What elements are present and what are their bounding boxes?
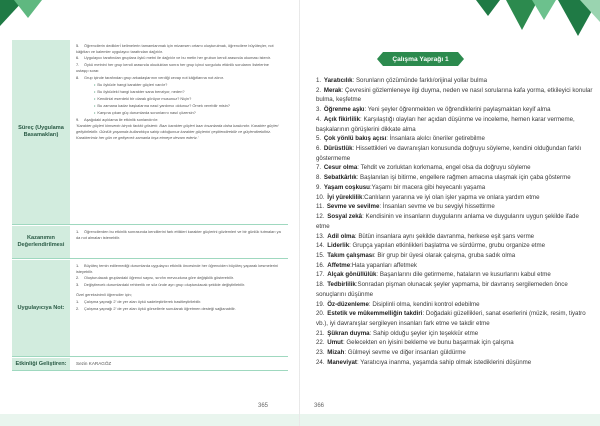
list-item: 10. İyi yüreklilik:Canlıların yararına ve iyi olan işler yapma ve onlara yardım etme xyxy=(316,193,540,201)
developer-row xyxy=(12,358,288,371)
process-label: Süreç (Uygulama Basamakları) xyxy=(12,40,70,224)
right-page xyxy=(300,0,600,426)
bullet-icon: • xyxy=(94,81,96,87)
bullet-icon: • xyxy=(94,95,96,101)
list-item: 17. Alçak gönüllülük: Başarılarını dile getirmeme, hataların ve kusurlarını kabul etme xyxy=(316,271,551,279)
notes-row xyxy=(12,260,288,357)
outcomes-row xyxy=(12,226,288,259)
question-item: • Karşına çıkan güç durumlarda sorunlarını nasıl çözersin? xyxy=(94,109,196,115)
question-item: • Bu öyküde hangi karakter güçleri vardır? xyxy=(94,81,168,87)
bullet-icon: • xyxy=(94,109,96,115)
process-step: 7. Öykü metnini her grup kendi arasında okuduktan sonra her grup içinci sorgulutu etkinlik sorularını listelerine ustaşıp sorar. xyxy=(76,62,269,73)
list-item: 1. Yaratıcılık: Sorunların çözümünde farklı/orijinal yollar bulma xyxy=(316,77,488,84)
process-step: 6. Uygulayıcı tarafından gruplara öykü metni ile dağıtılır ve bu metin her grubun kendi arasında okuması istenir. xyxy=(76,55,271,61)
special-needs-heading: Özel gereksinimli öğrenciler için; xyxy=(76,291,132,297)
list-item: 23. Mizah: Gülmeyi sevme ve diğer insanları güldürme xyxy=(316,349,466,357)
closing-text: 'Karakter güçleri kimsenin birçok farklık gösterir. Bazı karakter güçleri bazı insanlarda daha baskındır. Karakter güçleri geliştirilebilir. Günlük yaşamda kullandıkça sahip olduğumuz karakter güçlerini çeşitlendirebilir ve güçlendirebiliriz. Karakterimiz her gün ve gelişecek zamanla inşa etmeye devam ederiz.' xyxy=(76,123,279,140)
page-number: 365 xyxy=(258,403,269,409)
question-item: • Bu zamana kadar başkalarına nasıl yardımcı oldunuz? Örnek verebilir misin? xyxy=(94,102,230,108)
list-item: 14. Liderlik: Grupça yapılan etkinlikleri başlatma ve sürdürme, grubu organize etme xyxy=(316,242,546,250)
list-item: 24. Maneviyat: Yaratıcıya inanma, yaşamda sahip olmak istediklerini düşünme xyxy=(316,358,532,366)
decorative-triangle-icon xyxy=(14,0,42,18)
notes-label: Uygulayıcıya Not: xyxy=(12,260,70,356)
decorative-triangle-icon xyxy=(580,0,600,22)
list-item: 21. Şükran duyma: Sahip olduğu şeyler için teşekkür etme xyxy=(316,329,479,337)
process-step: 9. Aşağıdaki açıklama ile etkinlik sonlandırılır: xyxy=(76,116,159,122)
list-item: 13. Adil olma: Bütün insanlara aynı şekilde davranma, herkese eşit şans verme xyxy=(316,232,535,240)
notes-body xyxy=(72,260,286,356)
list-item: 20. Estetik ve mükemmelliğin takdiri: Doğadaki güzellikleri, sanat eserlerini (müzik, resim, tiyatro vb.), iyi davranışlar sergileyen insanları fark etme ve takdir etme xyxy=(316,310,586,327)
developer-name: Sezin KARAGÖZ xyxy=(72,358,286,370)
list-item: 15. Takım çalışması: Bir grup bir üyesi olarak çalışma, gruba sadık olma xyxy=(316,251,516,259)
list-item: 8. Sebatkârlık: Başlanılan işi bitirme, engellere rağmen amacına ulaşmak için çaba gösterme xyxy=(316,174,571,182)
list-item: 18. Tedbirlilik:Sonradan pişman olunacak şeyler yapmama, bir davranış sergilemeden önce sonuçlarını düşünme xyxy=(316,281,568,298)
note-item: 3. Değiştirecek durumlardaki rehberlik ve söz ünde ayrı grup oluşturulacak şekilde değiştirilebilir. xyxy=(76,282,246,288)
question-item: • Kendinizi eserdeki bir olarak görüyor musunuz? Niçin? xyxy=(94,95,192,101)
note-item: 1. Büyüteç temin edilemediği durumlarda uygulayıcı etkinlik öncesinde her öğrenciden büyüteç yaparak kesmelerini isteyebilir. xyxy=(76,263,278,274)
list-item: 4. Açık fikirlilik: Karşılaştığı olayları her açıdan düşünme ve inceleme, hemen karar vermeme, başkalarının görüşlerini dikkate alma xyxy=(316,115,575,133)
list-item: 11. Sevme ve sevilme: İnsanları sevme ve bu sevgiyi hissettirme xyxy=(316,203,495,211)
list-item: 16. Affetme:Hata yapanları affetmek xyxy=(316,261,417,269)
outcome-item: 1. Öğrencilerden bu etkinlik sonrasında kendilerini fark ettikleri karakter güçlerini gözlemleri ve bir günlük tutmaları ya da not almaları istenebilir. xyxy=(76,229,281,240)
note-item: 2. Oluşturulacak gruplardaki öğrenci sayısı, sınıfın mevcuduna göre değişiklik gösterebilir. xyxy=(76,275,234,281)
list-item: 2. Merak: Çevresini gözlemleneye ilgi duyma, neden ve nasıl sorularına kafa yorma, etkileyici konular bulma, keşfetme xyxy=(316,86,593,104)
character-strengths-list xyxy=(316,76,594,368)
outcomes-body xyxy=(72,226,286,258)
bullet-icon: • xyxy=(94,88,96,94)
worksheet-title: Çalışma Yaprağı 1 xyxy=(383,52,458,66)
special-need-item: 2. Çalışma yaprağı 2' de yer alan öykü görsellerle sunularak öğretmen desteği sağlanabilir. xyxy=(76,305,236,311)
process-step: 5. Öğrencilerin dediklerİ kelimelerin tamamlanmak için mizansen ortamı oluşturulmak, öğrencilere büyüteçler, not kâğıtları ve kalemler uygulayıcı tarafından dağıtılır. xyxy=(76,43,274,54)
list-item: 6. Dürüstlük: Hissettikleri ve davranışları konusunda doğruyu söyleme, kendini olduğundan farklı göstermeme xyxy=(316,145,582,162)
list-item: 19. Öz-düzenleme: Disiplinli olma, kendini kontrol edebilme xyxy=(316,300,480,308)
process-row xyxy=(12,40,288,225)
decorative-triangle-icon xyxy=(476,0,500,16)
developer-label: Etkinliği Geliştiren: xyxy=(12,358,70,370)
list-item: 22. Umut: Gelecekten en iyisini bekleme ve bunu başarmak için çalışma xyxy=(316,339,514,347)
outcomes-label: Kazanımın Değerlendirilmesi xyxy=(12,226,70,258)
question-item: • Bu öyküdeki hangi karakter sana benziyor, neden? xyxy=(94,88,185,94)
bullet-icon: • xyxy=(94,102,96,108)
list-item: 9. Yaşam coşkusu:Yaşamı bir macera gibi heyecanlı yaşama xyxy=(316,183,486,191)
process-step: 8. Grup içinde tarafından grup arkadaşlarının verdiği cevap not kâğıtlarına not alınır. xyxy=(76,74,224,80)
process-body xyxy=(72,40,286,224)
special-need-item: 1. Çalışma yaprağı 2' de yer alan öykü sadeleştirilerek basitleştirilebilir. xyxy=(76,298,202,304)
bottom-band xyxy=(300,414,600,426)
list-item: 12. Sosyal zekâ: Kendisinin ve insanların duygularını anlama ve duygularını uygun şekilde ifade etme xyxy=(316,213,579,230)
list-item: 3. Öğrenme aşkı: Yeni şeyler öğrenmekten ve öğrendiklerini paylaşmaktan keyif alma xyxy=(316,106,551,114)
list-item: 7. Cesur olma: Tehdit ve zorluktan korkmama, engel olsa da doğruyu söyleme xyxy=(316,164,531,172)
list-item: 5. Çok yönlü bakış açısı: İnsanlara akılcı öneriler getirebilme xyxy=(316,135,485,143)
bottom-band xyxy=(0,414,300,426)
page-number: 366 xyxy=(314,403,325,409)
decorative-triangle-icon xyxy=(532,0,556,20)
